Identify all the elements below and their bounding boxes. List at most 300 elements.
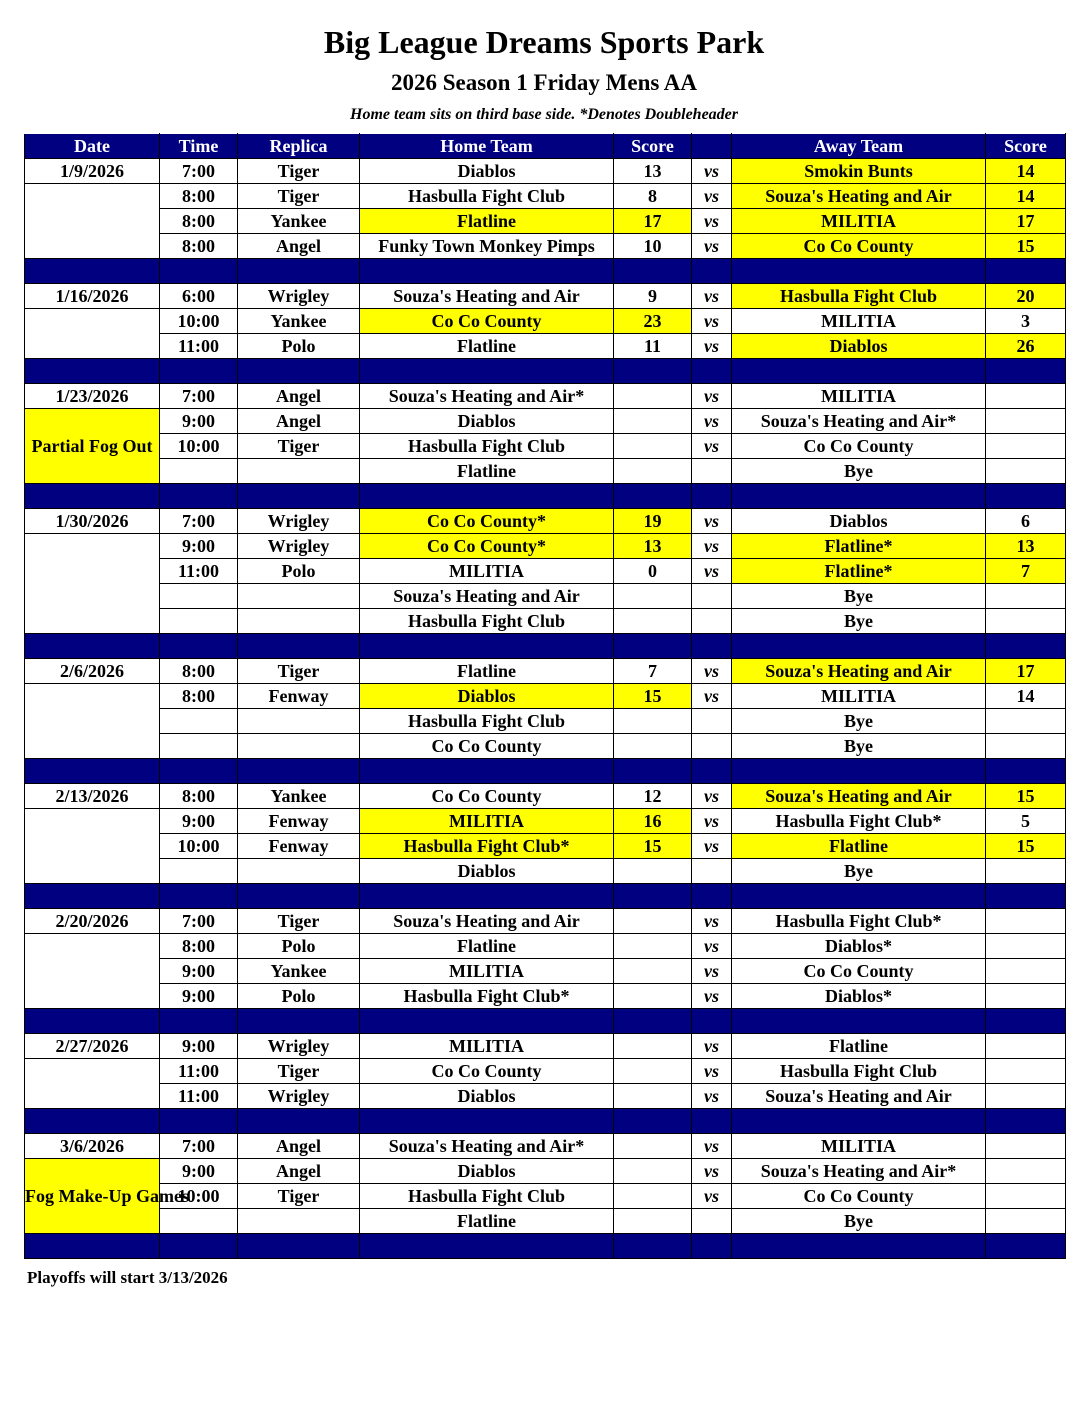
- home-team: Co Co County: [360, 784, 614, 809]
- col-header-vs: [692, 134, 732, 159]
- separator-cell: [360, 1009, 614, 1034]
- separator-cell: [986, 634, 1066, 659]
- game-time: 7:00: [160, 909, 238, 934]
- game-row: [25, 859, 1066, 884]
- vs-label: vs: [692, 934, 732, 959]
- vs-label: vs: [692, 334, 732, 359]
- vs-label: [692, 609, 732, 634]
- game-time: 8:00: [160, 234, 238, 259]
- away-score: [986, 859, 1066, 884]
- week-separator-row: [25, 759, 1066, 784]
- home-score: [614, 709, 692, 734]
- schedule-note: Home team sits on third base side. *Denotes Doubleheader: [350, 106, 738, 123]
- game-time: 8:00: [160, 784, 238, 809]
- away-score: [986, 1084, 1066, 1109]
- page-subtitle: 2026 Season 1 Friday Mens AA: [390, 70, 698, 95]
- vs-label: vs: [692, 234, 732, 259]
- away-team: MILITIA: [732, 309, 986, 334]
- vs-label: vs: [692, 684, 732, 709]
- game-field: [238, 859, 360, 884]
- game-row: [25, 284, 1066, 309]
- separator-cell: [238, 1109, 360, 1134]
- col-header-home-team: Home Team: [360, 134, 614, 159]
- separator-cell: [692, 1009, 732, 1034]
- vs-label: [692, 1209, 732, 1234]
- game-field: [238, 709, 360, 734]
- game-time: 7:00: [160, 509, 238, 534]
- col-header-date: Date: [25, 134, 160, 159]
- away-team: Bye: [732, 609, 986, 634]
- game-row: [25, 459, 1066, 484]
- away-team: Souza's Heating and Air: [732, 184, 986, 209]
- vs-label: vs: [692, 1059, 732, 1084]
- separator-cell: [160, 1234, 238, 1259]
- home-team: Flatline: [360, 209, 614, 234]
- home-team: Diablos: [360, 859, 614, 884]
- away-score: 5: [986, 809, 1066, 834]
- game-row: [25, 709, 1066, 734]
- away-team: Flatline: [732, 834, 986, 859]
- away-team: Diablos: [732, 334, 986, 359]
- separator-cell: [360, 484, 614, 509]
- separator-cell: [986, 484, 1066, 509]
- game-field: Tiger: [238, 659, 360, 684]
- game-row: [25, 909, 1066, 934]
- game-field: Tiger: [238, 1184, 360, 1209]
- game-date: 2/13/2026: [25, 784, 160, 809]
- away-team: Bye: [732, 459, 986, 484]
- away-team: Bye: [732, 859, 986, 884]
- home-score: 15: [614, 834, 692, 859]
- game-row: [25, 384, 1066, 409]
- away-team: Flatline*: [732, 534, 986, 559]
- away-team: Hasbulla Fight Club*: [732, 809, 986, 834]
- game-time: 10:00: [160, 309, 238, 334]
- col-header-away-score: Score: [986, 134, 1066, 159]
- away-score: 14: [986, 159, 1066, 184]
- separator-cell: [25, 1234, 160, 1259]
- schedule-body: [25, 159, 1066, 1259]
- vs-label: vs: [692, 984, 732, 1009]
- vs-label: [692, 859, 732, 884]
- home-score: [614, 584, 692, 609]
- away-score: [986, 1184, 1066, 1209]
- game-time: 10:00: [160, 434, 238, 459]
- empty-date-cell: [25, 309, 160, 359]
- separator-cell: [360, 359, 614, 384]
- home-score: [614, 984, 692, 1009]
- home-team: Diablos: [360, 1159, 614, 1184]
- game-field: Polo: [238, 934, 360, 959]
- separator-cell: [986, 759, 1066, 784]
- separator-cell: [160, 1009, 238, 1034]
- away-team: Souza's Heating and Air*: [732, 409, 986, 434]
- vs-label: vs: [692, 784, 732, 809]
- away-score: 20: [986, 284, 1066, 309]
- home-team: Hasbulla Fight Club*: [360, 834, 614, 859]
- separator-cell: [986, 1109, 1066, 1134]
- separator-cell: [238, 359, 360, 384]
- home-team: MILITIA: [360, 809, 614, 834]
- game-field: Fenway: [238, 809, 360, 834]
- separator-cell: [25, 634, 160, 659]
- home-team: MILITIA: [360, 559, 614, 584]
- separator-cell: [614, 1009, 692, 1034]
- week-separator-row: [25, 359, 1066, 384]
- game-field: Tiger: [238, 184, 360, 209]
- home-score: [614, 459, 692, 484]
- away-team: Bye: [732, 1209, 986, 1234]
- away-score: [986, 909, 1066, 934]
- away-team: Souza's Heating and Air: [732, 784, 986, 809]
- game-row: [25, 809, 1066, 834]
- away-score: 6: [986, 509, 1066, 534]
- game-time: 8:00: [160, 184, 238, 209]
- game-row: [25, 1209, 1066, 1234]
- vs-label: vs: [692, 809, 732, 834]
- away-team: Flatline*: [732, 559, 986, 584]
- game-date: 3/6/2026: [25, 1134, 160, 1159]
- away-score: [986, 984, 1066, 1009]
- separator-cell: [614, 634, 692, 659]
- game-row: [25, 659, 1066, 684]
- separator-cell: [732, 759, 986, 784]
- home-score: [614, 909, 692, 934]
- home-score: 16: [614, 809, 692, 834]
- away-score: [986, 1159, 1066, 1184]
- separator-cell: [986, 1009, 1066, 1034]
- home-team: Hasbulla Fight Club: [360, 184, 614, 209]
- home-team: Souza's Heating and Air: [360, 909, 614, 934]
- vs-label: vs: [692, 1159, 732, 1184]
- away-team: Hasbulla Fight Club: [732, 284, 986, 309]
- empty-date-cell: [25, 684, 160, 759]
- game-row: [25, 309, 1066, 334]
- away-score: 15: [986, 834, 1066, 859]
- separator-cell: [732, 359, 986, 384]
- home-score: [614, 934, 692, 959]
- vs-label: vs: [692, 959, 732, 984]
- vs-label: vs: [692, 159, 732, 184]
- game-date: 1/9/2026: [25, 159, 160, 184]
- vs-label: vs: [692, 309, 732, 334]
- home-score: [614, 1034, 692, 1059]
- home-score: 9: [614, 284, 692, 309]
- separator-cell: [986, 1234, 1066, 1259]
- away-score: [986, 734, 1066, 759]
- game-field: Tiger: [238, 159, 360, 184]
- home-score: [614, 1184, 692, 1209]
- game-row: [25, 534, 1066, 559]
- game-time: [160, 459, 238, 484]
- week-separator-row: [25, 484, 1066, 509]
- home-team: MILITIA: [360, 959, 614, 984]
- away-score: [986, 409, 1066, 434]
- game-row: [25, 509, 1066, 534]
- game-field: [238, 459, 360, 484]
- away-team: Diablos*: [732, 984, 986, 1009]
- separator-cell: [160, 1109, 238, 1134]
- game-date: 2/27/2026: [25, 1034, 160, 1059]
- home-score: [614, 859, 692, 884]
- separator-cell: [732, 259, 986, 284]
- home-team: Souza's Heating and Air: [360, 584, 614, 609]
- empty-date-cell: [25, 934, 160, 1009]
- game-field: Wrigley: [238, 284, 360, 309]
- week-separator-row: [25, 884, 1066, 909]
- game-row: [25, 1184, 1066, 1209]
- game-row: [25, 409, 1066, 434]
- away-team: Bye: [732, 734, 986, 759]
- home-team: Hasbulla Fight Club: [360, 434, 614, 459]
- home-team: Souza's Heating and Air*: [360, 384, 614, 409]
- vs-label: vs: [692, 384, 732, 409]
- game-time: 9:00: [160, 984, 238, 1009]
- home-score: 12: [614, 784, 692, 809]
- game-time: 8:00: [160, 209, 238, 234]
- separator-cell: [692, 484, 732, 509]
- separator-cell: [160, 259, 238, 284]
- game-row: [25, 784, 1066, 809]
- game-row: [25, 934, 1066, 959]
- game-time: 7:00: [160, 1134, 238, 1159]
- home-score: 11: [614, 334, 692, 359]
- separator-cell: [732, 634, 986, 659]
- away-score: [986, 384, 1066, 409]
- away-team: Souza's Heating and Air: [732, 659, 986, 684]
- game-time: 9:00: [160, 534, 238, 559]
- separator-cell: [360, 759, 614, 784]
- game-time: [160, 709, 238, 734]
- game-date: 1/30/2026: [25, 509, 160, 534]
- home-score: 17: [614, 209, 692, 234]
- away-score: 13: [986, 534, 1066, 559]
- game-row: [25, 434, 1066, 459]
- separator-cell: [25, 1009, 160, 1034]
- week-separator-row: [25, 1234, 1066, 1259]
- game-row: [25, 834, 1066, 859]
- game-time: 8:00: [160, 659, 238, 684]
- home-score: [614, 1209, 692, 1234]
- game-field: Tiger: [238, 1059, 360, 1084]
- game-time: 6:00: [160, 284, 238, 309]
- separator-cell: [614, 359, 692, 384]
- away-score: 14: [986, 184, 1066, 209]
- table-header-row: [25, 134, 1066, 159]
- vs-label: vs: [692, 209, 732, 234]
- away-team: Hasbulla Fight Club: [732, 1059, 986, 1084]
- home-score: 8: [614, 184, 692, 209]
- home-score: 7: [614, 659, 692, 684]
- separator-cell: [692, 759, 732, 784]
- separator-cell: [160, 759, 238, 784]
- away-team: Hasbulla Fight Club*: [732, 909, 986, 934]
- home-score: 15: [614, 684, 692, 709]
- game-time: 9:00: [160, 1034, 238, 1059]
- separator-cell: [238, 634, 360, 659]
- away-team: Flatline: [732, 1034, 986, 1059]
- away-team: Bye: [732, 584, 986, 609]
- game-field: Angel: [238, 409, 360, 434]
- vs-label: [692, 584, 732, 609]
- home-score: [614, 1159, 692, 1184]
- away-score: 17: [986, 209, 1066, 234]
- game-time: 11:00: [160, 1059, 238, 1084]
- game-field: Fenway: [238, 684, 360, 709]
- game-field: Polo: [238, 984, 360, 1009]
- vs-label: vs: [692, 1184, 732, 1209]
- separator-cell: [986, 359, 1066, 384]
- game-row: [25, 1084, 1066, 1109]
- home-score: [614, 1084, 692, 1109]
- vs-label: vs: [692, 1034, 732, 1059]
- separator-cell: [160, 884, 238, 909]
- vs-label: [692, 734, 732, 759]
- separator-cell: [25, 484, 160, 509]
- separator-cell: [692, 634, 732, 659]
- game-time: 9:00: [160, 809, 238, 834]
- away-score: 14: [986, 684, 1066, 709]
- home-team: Flatline: [360, 934, 614, 959]
- game-field: [238, 734, 360, 759]
- game-field: Yankee: [238, 784, 360, 809]
- separator-cell: [238, 759, 360, 784]
- separator-cell: [25, 359, 160, 384]
- game-field: Tiger: [238, 909, 360, 934]
- separator-cell: [160, 359, 238, 384]
- vs-label: vs: [692, 184, 732, 209]
- away-team: MILITIA: [732, 1134, 986, 1159]
- game-row: [25, 584, 1066, 609]
- game-time: 7:00: [160, 384, 238, 409]
- home-team: Hasbulla Fight Club*: [360, 984, 614, 1009]
- home-team: Hasbulla Fight Club: [360, 1184, 614, 1209]
- separator-cell: [360, 634, 614, 659]
- separator-cell: [238, 884, 360, 909]
- game-field: Yankee: [238, 209, 360, 234]
- separator-cell: [25, 759, 160, 784]
- empty-date-cell: [25, 1059, 160, 1109]
- separator-cell: [732, 484, 986, 509]
- game-time: [160, 734, 238, 759]
- empty-date-cell: [25, 184, 160, 259]
- home-score: [614, 959, 692, 984]
- home-team: Funky Town Monkey Pimps: [360, 234, 614, 259]
- away-score: [986, 1134, 1066, 1159]
- home-score: [614, 1134, 692, 1159]
- separator-cell: [238, 1234, 360, 1259]
- away-score: [986, 584, 1066, 609]
- home-team: Flatline: [360, 659, 614, 684]
- week-note: Fog Make-Up Games: [25, 1159, 160, 1234]
- away-team: Co Co County: [732, 434, 986, 459]
- game-time: 9:00: [160, 959, 238, 984]
- game-row: [25, 1034, 1066, 1059]
- vs-label: vs: [692, 1134, 732, 1159]
- away-team: Souza's Heating and Air*: [732, 1159, 986, 1184]
- home-team: Diablos: [360, 409, 614, 434]
- separator-cell: [986, 884, 1066, 909]
- game-field: Yankee: [238, 959, 360, 984]
- game-field: Yankee: [238, 309, 360, 334]
- game-row: [25, 609, 1066, 634]
- vs-label: vs: [692, 534, 732, 559]
- game-date: 2/6/2026: [25, 659, 160, 684]
- game-field: Polo: [238, 334, 360, 359]
- home-score: [614, 384, 692, 409]
- week-separator-row: [25, 1009, 1066, 1034]
- game-time: [160, 609, 238, 634]
- home-score: 19: [614, 509, 692, 534]
- home-team: Co Co County: [360, 734, 614, 759]
- game-time: 11:00: [160, 1084, 238, 1109]
- col-header-time: Time: [160, 134, 238, 159]
- home-team: Souza's Heating and Air: [360, 284, 614, 309]
- schedule-table: [24, 133, 1066, 1259]
- game-field: Angel: [238, 1134, 360, 1159]
- home-team: Co Co County: [360, 309, 614, 334]
- game-field: Wrigley: [238, 509, 360, 534]
- away-score: [986, 434, 1066, 459]
- separator-cell: [692, 259, 732, 284]
- away-score: 17: [986, 659, 1066, 684]
- separator-cell: [732, 1009, 986, 1034]
- home-team: MILITIA: [360, 1034, 614, 1059]
- vs-label: [692, 709, 732, 734]
- game-time: 8:00: [160, 684, 238, 709]
- separator-cell: [732, 884, 986, 909]
- game-field: Angel: [238, 1159, 360, 1184]
- home-team: Diablos: [360, 1084, 614, 1109]
- home-score: 0: [614, 559, 692, 584]
- col-header-replica: Replica: [238, 134, 360, 159]
- game-row: [25, 734, 1066, 759]
- separator-cell: [25, 259, 160, 284]
- game-row: [25, 684, 1066, 709]
- week-separator-row: [25, 634, 1066, 659]
- separator-cell: [238, 484, 360, 509]
- away-team: Diablos*: [732, 934, 986, 959]
- vs-label: vs: [692, 659, 732, 684]
- game-field: [238, 1209, 360, 1234]
- vs-label: vs: [692, 1084, 732, 1109]
- separator-cell: [160, 484, 238, 509]
- game-time: 11:00: [160, 559, 238, 584]
- empty-date-cell: [25, 809, 160, 884]
- game-date: 2/20/2026: [25, 909, 160, 934]
- separator-cell: [986, 259, 1066, 284]
- home-team: Souza's Heating and Air*: [360, 1134, 614, 1159]
- vs-label: vs: [692, 909, 732, 934]
- separator-cell: [692, 1109, 732, 1134]
- col-header-home-score: Score: [614, 134, 692, 159]
- home-score: [614, 1059, 692, 1084]
- game-field: [238, 584, 360, 609]
- separator-cell: [360, 259, 614, 284]
- game-time: 11:00: [160, 334, 238, 359]
- away-team: Diablos: [732, 509, 986, 534]
- away-team: Co Co County: [732, 959, 986, 984]
- game-row: [25, 1059, 1066, 1084]
- home-score: 10: [614, 234, 692, 259]
- separator-cell: [25, 884, 160, 909]
- home-score: [614, 434, 692, 459]
- home-team: Diablos: [360, 684, 614, 709]
- game-field: Tiger: [238, 434, 360, 459]
- home-score: 13: [614, 159, 692, 184]
- away-team: MILITIA: [732, 209, 986, 234]
- away-score: [986, 609, 1066, 634]
